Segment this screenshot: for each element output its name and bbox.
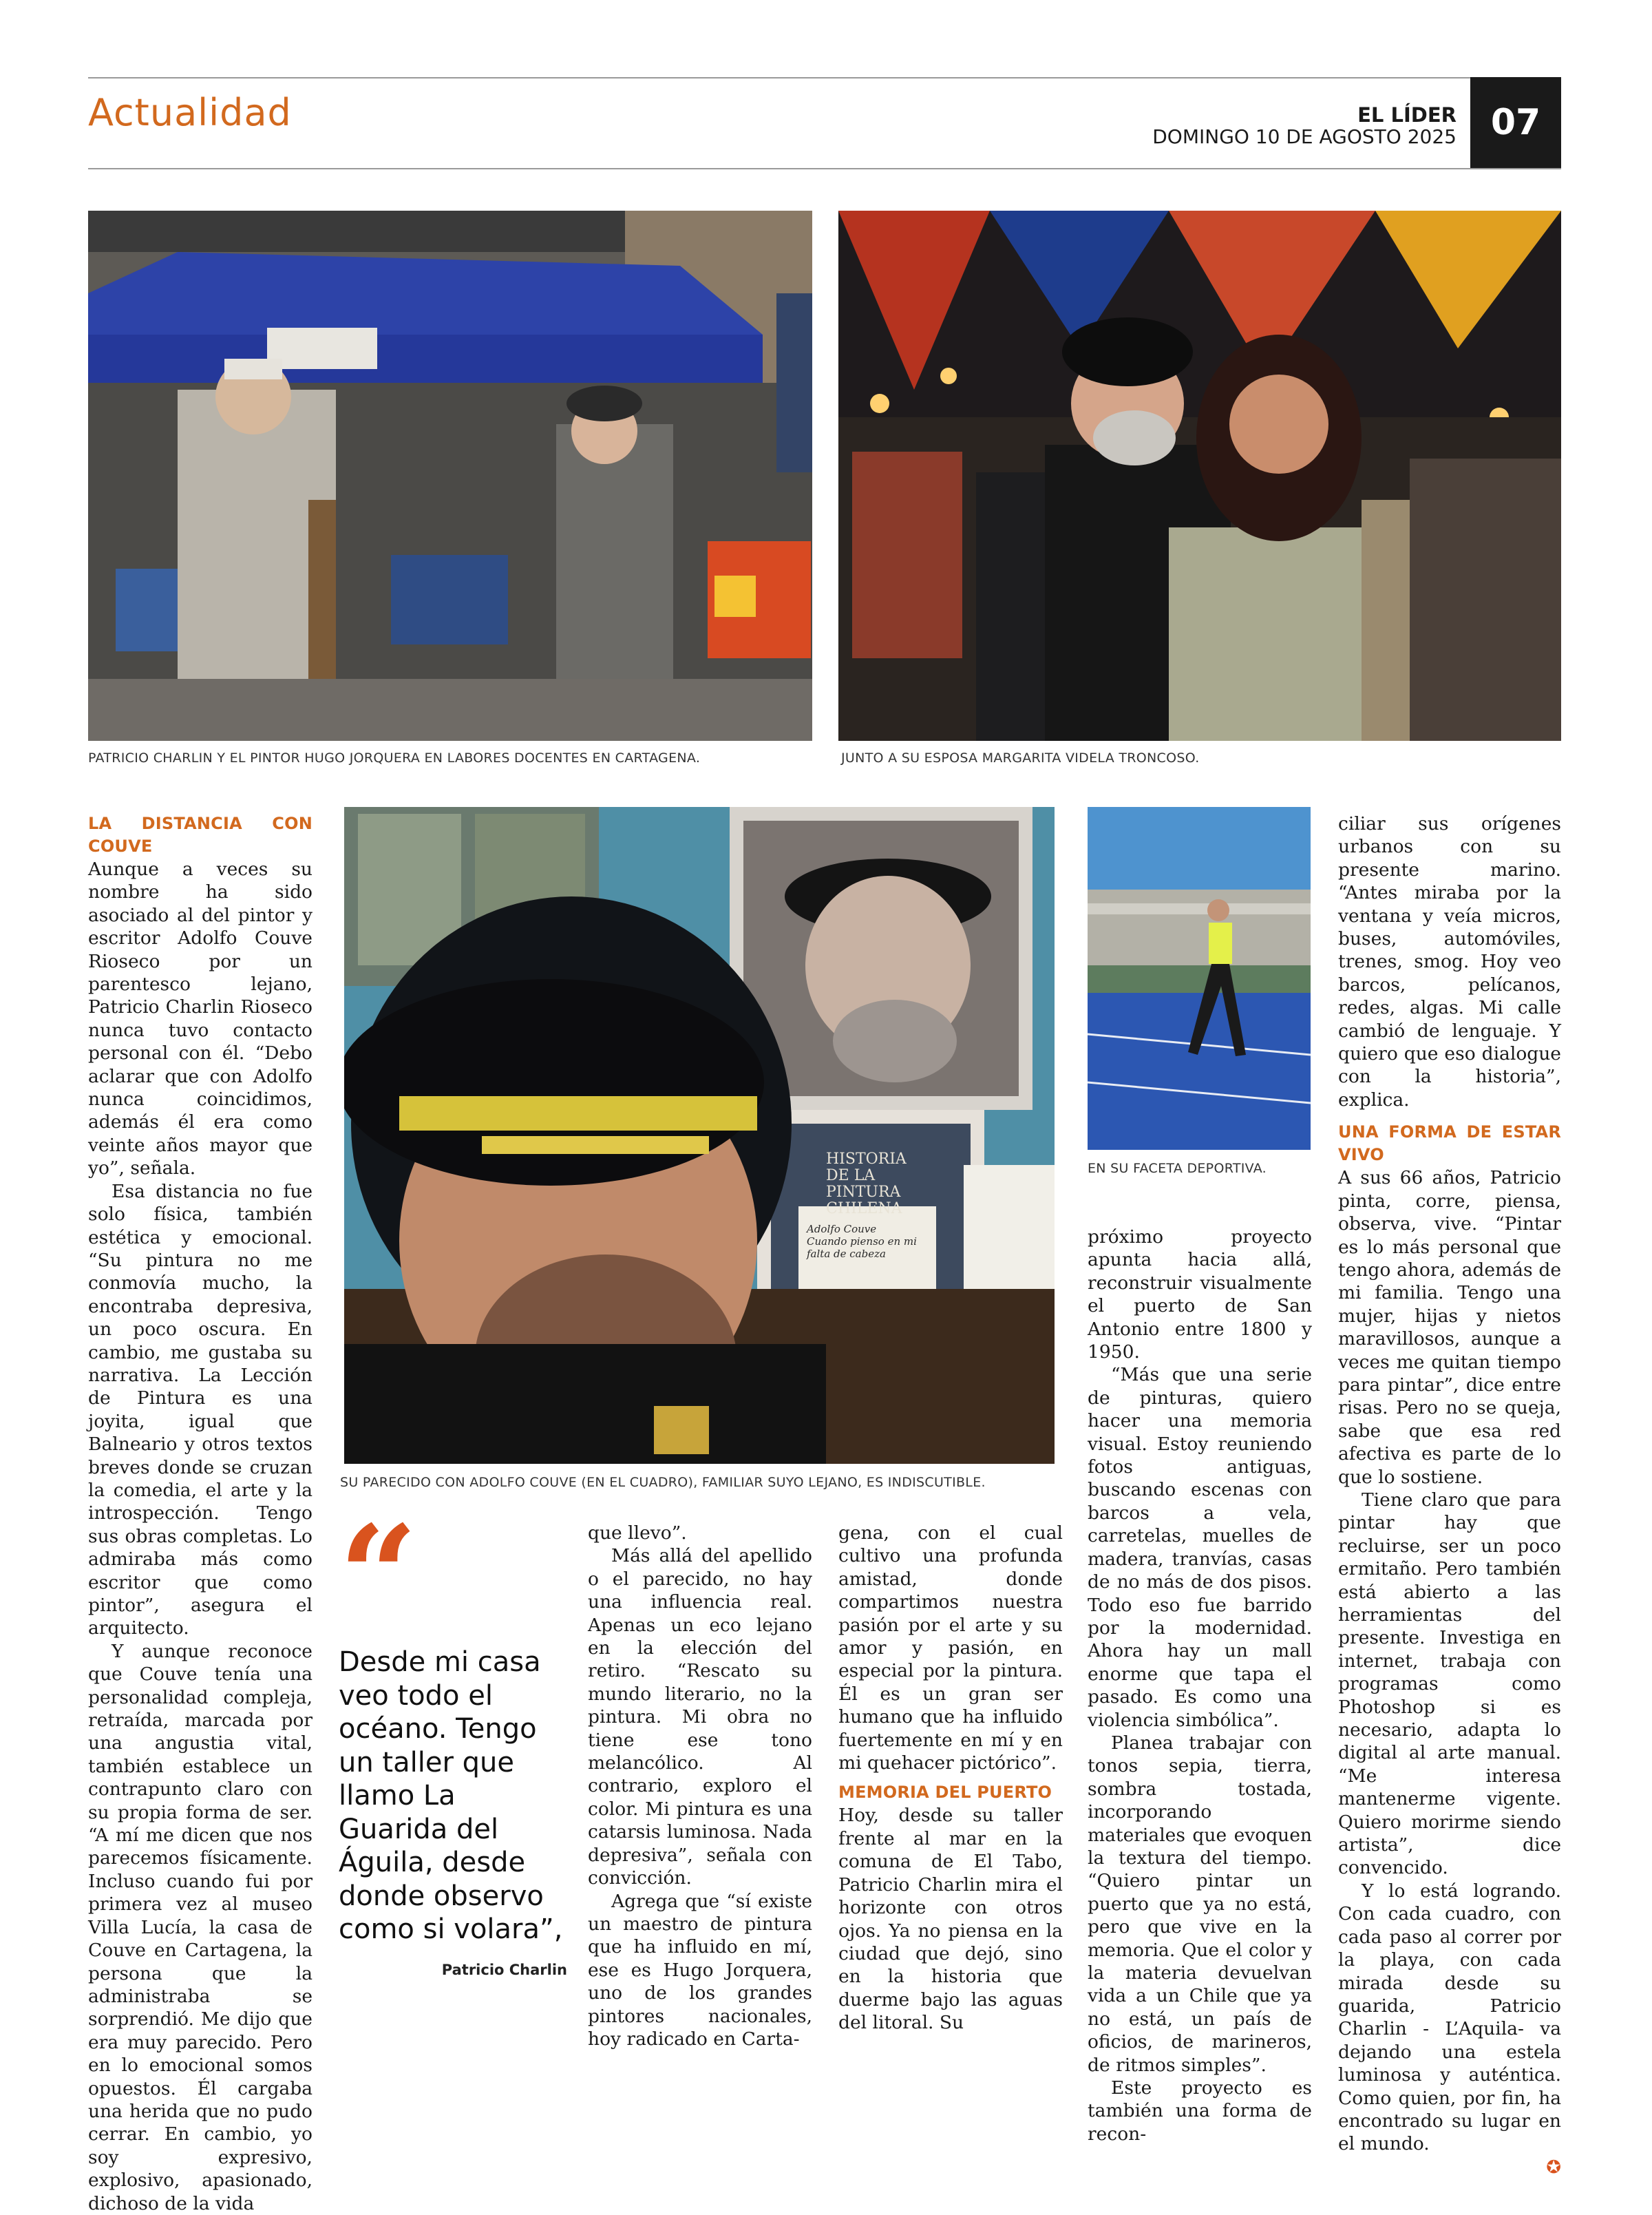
paragraph: Y lo está logrando. Con cada cuadro, con cada paso al correr por la playa, con cada mirada desde su guarida, Patricio Charlin - L’Aquila- va dejando una estela luminosa y auténtica. Como quien, por fin, ha encontrado su lugar en el mundo. <box>1338 1880 1561 2155</box>
paragraph: Tiene claro que para pintar hay que recluirse, ser un poco ermitaño. Pero también está abierto a las herramientas del presente. Investiga en internet, trabaja con programas como Photoshop si es necesario, adapta lo digital al arte manual. “Me interesa mantenerme vigente. Quiero morirme siendo artista”, dice convencido. <box>1338 1489 1561 1879</box>
quote-text: Desde mi casa veo todo el océano. Tengo un taller que llamo La Guarida del Águila, desde donde observo como si volara”, <box>339 1646 563 1945</box>
page-number: 07 <box>1470 77 1561 168</box>
paragraph: ciliar sus orígenes urbanos con su presente marino. “Antes miraba por la ventana y veía micros, buses, automóviles, trenes, smog. Hoy veo barcos, pelícanos, redes, algas. Mi calle cambió de lenguaje. Y quiero que eso dialogue con la historia”, explica. <box>1338 813 1561 1111</box>
caption-sport: EN SU FACETA DEPORTIVA. <box>1088 1161 1267 1176</box>
paragraph: gena, con el cual cultivo una profunda amistad, donde compartimos nuestra pasión por el arte y su amor y pasión, en especial por la pintura. Él es un gran ser humano que ha influido fuertemente en mí y en mi quehacer pictórico”. <box>838 1522 1063 1774</box>
book2-title: Cuando pienso en mi falta de cabeza <box>807 1235 917 1260</box>
book2-author: Adolfo Couve <box>807 1223 877 1235</box>
subhead-port-memory: MEMORIA DEL PUERTO <box>838 1783 1052 1803</box>
book-title-line-2: DE LA PINTURA <box>826 1167 901 1201</box>
subhead-distance-couve: LA DISTANCIA CON COUVE <box>88 814 313 856</box>
photo-with-wife <box>838 211 1561 741</box>
subhead-way-of-living: UNA FORMA DE ESTAR VIVO <box>1338 1122 1561 1165</box>
section-title: Actualidad <box>88 91 292 134</box>
book-title-line-3: CHILENA <box>826 1200 902 1217</box>
newspaper-name: EL LÍDER <box>1357 103 1457 127</box>
paragraph: Planea trabajar con tonos sepia, tierra, sombra tostada, incorporando materiales que evoquen la textura del tiempo. “Quiero pintar un puerto que ya no está, pero que vive en la memoria. Que el color y la materia devuelvan vida a un Chile que ya no está, un país de oficios, de marineros, de ritmos simples”. <box>1088 1732 1312 2076</box>
paragraph: Esa distancia no fue solo física, también estética y emocional. “Su pintura no me conmovía mucho, la encontraba depresiva, un poco oscura. En cambio, me gustaba su narrativa. La Lección de Pintura es una joyita, igual que Balneario y otros textos breves donde se cruzan la comedia, el arte y la introspección. Tengo sus obras completas. Lo admiraba más como escritor que como pintor”, asegura el arquitecto. <box>88 1180 313 1639</box>
caption-center: SU PARECIDO CON ADOLFO COUVE (EN EL CUADRO), FAMILIAR SUYO LEJANO, ES INDISCUTIBLE. <box>340 1475 986 1490</box>
photo-cartagena-teaching <box>88 211 812 741</box>
paragraph: Más allá del apellido o el parecido, no hay una influencia real. Apenas un eco lejano en la elección del retiro. “Rescato su mundo literario, no la pintura. Mi obra no tiene ese tono melancólico. Al contrario, exploro el color. Mi pintura es una catarsis luminosa. Nada depresiva”, señala con convicción. <box>588 1545 812 1889</box>
article-column-5 <box>1088 1226 1312 2145</box>
publication-date: DOMINGO 10 DE AGOSTO 2025 <box>1152 125 1457 148</box>
article-column-4 <box>838 1522 1063 2035</box>
end-of-article-icon: ✪ <box>1546 2156 1561 2178</box>
photo-sport <box>1088 807 1311 1150</box>
paragraph: Hoy, desde su taller frente al mar en la comuna de El Tabo, Patricio Charlin mira el horizonte con otros ojos. Ya no piensa en la ciudad que dejó, sino en la historia que duerme bajo las aguas del litoral. Su <box>838 1805 1063 2034</box>
caption-top-left: PATRICIO CHARLIN Y EL PINTOR HUGO JORQUERA EN LABORES DOCENTES EN CARTAGENA. <box>88 750 701 766</box>
caption-top-right: JUNTO A SU ESPOSA MARGARITA VIDELA TRONCOSO. <box>841 750 1200 766</box>
book-title-line-1: HISTORIA <box>826 1151 907 1168</box>
paragraph: A sus 66 años, Patricio pinta, corre, piensa, observa, vive. “Pintar es lo más personal que tengo ahora, además de mi familia. Tengo una mujer, hijas y nietos maravillosos, aunque a veces me quitan tiempo para pintar”, dice entre risas. Pero no se queja, sabe que esa red afectiva es parte de lo que lo sostiene. <box>1338 1167 1561 1488</box>
article-column-6 <box>1338 812 1561 2179</box>
header-top-rule <box>88 77 1561 78</box>
paragraph: Y aunque reconoce que Couve tenía una personalidad compleja, retraída, marcada por una angustia vital, también establece un contrapunto claro con su propia forma de ser. “A mí me dicen que nos parecemos físicamente. Incluso cuando fui por primera vez al museo Villa Lucía, la casa de Couve en Cartagena, la persona que la administraba se sorprendió. Me dijo que era muy parecido. Pero en lo emocional somos opuestos. Él cargaba una herida que no pudo cerrar. En cambio, yo soy expresivo, explosivo, apasionado, dichoso de la vida <box>88 1640 313 2214</box>
paragraph: Este proyecto es también una forma de recon- <box>1088 2077 1312 2145</box>
article-column-3 <box>588 1522 812 2050</box>
article-column-1 <box>88 812 313 2215</box>
quote-author: Patricio Charlin <box>441 1961 567 1978</box>
paragraph: Aunque a veces su nombre ha sido asociado al del pintor y escritor Adolfo Couve Rioseco por un parentesco lejano, Patricio Charlin Rioseco nunca tuvo contacto personal con él. “Debo aclarar que con Adolfo nunca coincidimos, además él era como veinte años mayor que yo”, señala. <box>88 859 313 1179</box>
pull-quote <box>339 1495 567 1978</box>
paragraph: que llevo”. <box>588 1522 687 1544</box>
header-bottom-rule <box>88 168 1561 169</box>
photo-couve-resemblance <box>344 807 1055 1464</box>
quote-mark-icon: “ <box>339 1495 419 1657</box>
paragraph: próximo proyecto apunta hacia allá, reconstruir visualmente el puerto de San Antonio entre 1800 y 1950. <box>1088 1226 1312 1363</box>
paragraph: Agrega que “sí existe un maestro de pintura que ha influido en mí, ese es Hugo Jorquera, uno de los grandes pintores nacionales, hoy radicado en Carta- <box>588 1890 812 2050</box>
paragraph: “Más que una serie de pinturas, quiero hacer una memoria visual. Estoy reuniendo fotos antiguas, buscando escenas con barcos a vela, carretelas, muelles de madera, tranvías, casas de no más de dos pisos. Todo eso fue barrido por la modernidad. Ahora hay un mall enorme que tapa el pasado. Es como una violencia simbólica”. <box>1088 1364 1312 1731</box>
